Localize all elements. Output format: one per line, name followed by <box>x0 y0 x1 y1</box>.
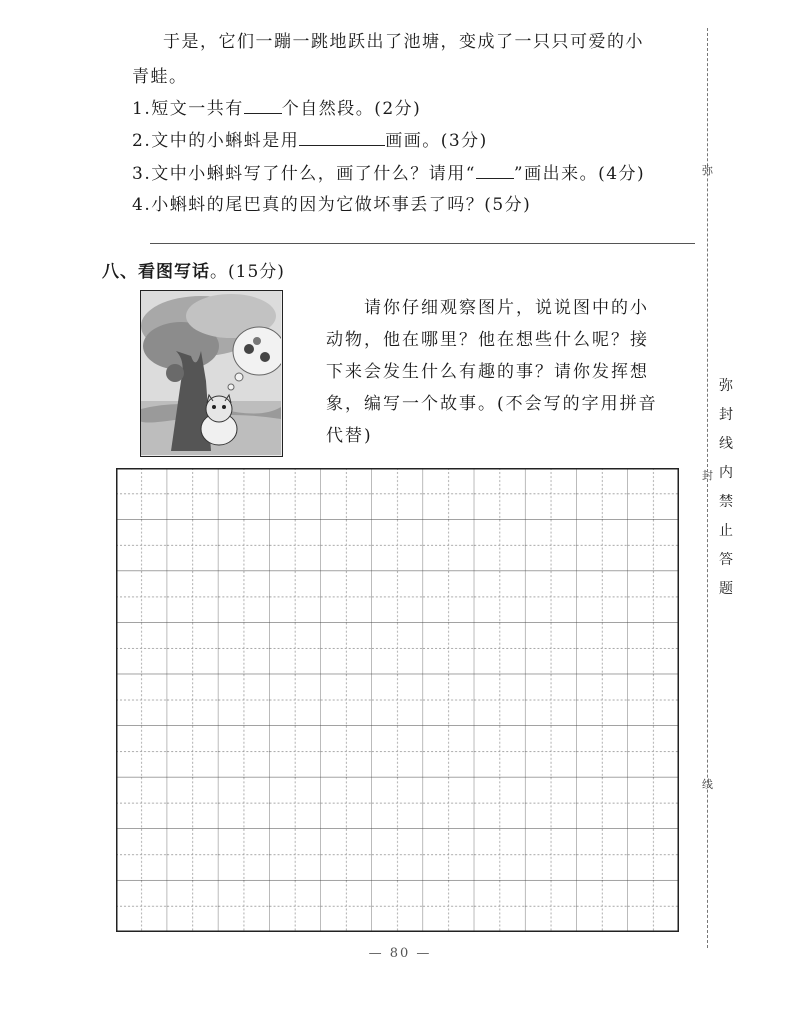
section-divider <box>150 243 695 244</box>
margin-char-mid: 封 <box>702 469 713 482</box>
passage-line-1: 于是，它们一蹦一跳地跃出了池塘，变成了一只只可爱的小 <box>163 32 644 52</box>
margin-notice: 弥封线内禁止答题 <box>719 378 733 597</box>
writing-grid[interactable] <box>116 468 679 932</box>
question-4: 4.小蝌蚪的尾巴真的因为它做坏事丢了吗？(5分) <box>132 195 532 215</box>
section-score: 。(15分) <box>210 262 285 282</box>
page-number: — 80 — <box>368 946 432 961</box>
question-1-text-before: 1.短文一共有 <box>132 99 244 119</box>
illustration-image <box>140 290 283 457</box>
question-2-text-after: 画画。(3分) <box>385 131 488 151</box>
question-2-text-before: 2.文中的小蝌蚪是用 <box>132 131 300 151</box>
margin-char-top: 弥 <box>702 164 713 177</box>
section-title: 看图写话 <box>138 262 210 282</box>
illustration-drawing <box>141 291 281 455</box>
question-1-text-after: 个自然段。(2分) <box>281 99 422 119</box>
section-heading <box>102 257 285 282</box>
section-number: 八、 <box>102 262 138 282</box>
question-3-text-before: 3.文中小蝌蚪写了什么，画了什么？请用“ <box>132 164 476 184</box>
question-3 <box>132 159 645 184</box>
answer-blank-1[interactable] <box>244 99 282 114</box>
writing-prompt: 请你仔细观察图片，说说图中的小动物，他在哪里？他在想些什么呢？接下来会发生什么有趣的事？请你发挥想象，编写一个故事。(不会写的字用拼音代替) <box>326 298 658 446</box>
question-2 <box>132 126 488 151</box>
question-1 <box>132 94 421 119</box>
answer-blank-2[interactable] <box>299 131 385 146</box>
passage-line-2: 青蛙。 <box>132 67 188 87</box>
margin-char-low: 线 <box>702 778 713 791</box>
question-3-text-after: ”画出来。(4分) <box>513 164 646 184</box>
underline-sample <box>476 164 514 179</box>
